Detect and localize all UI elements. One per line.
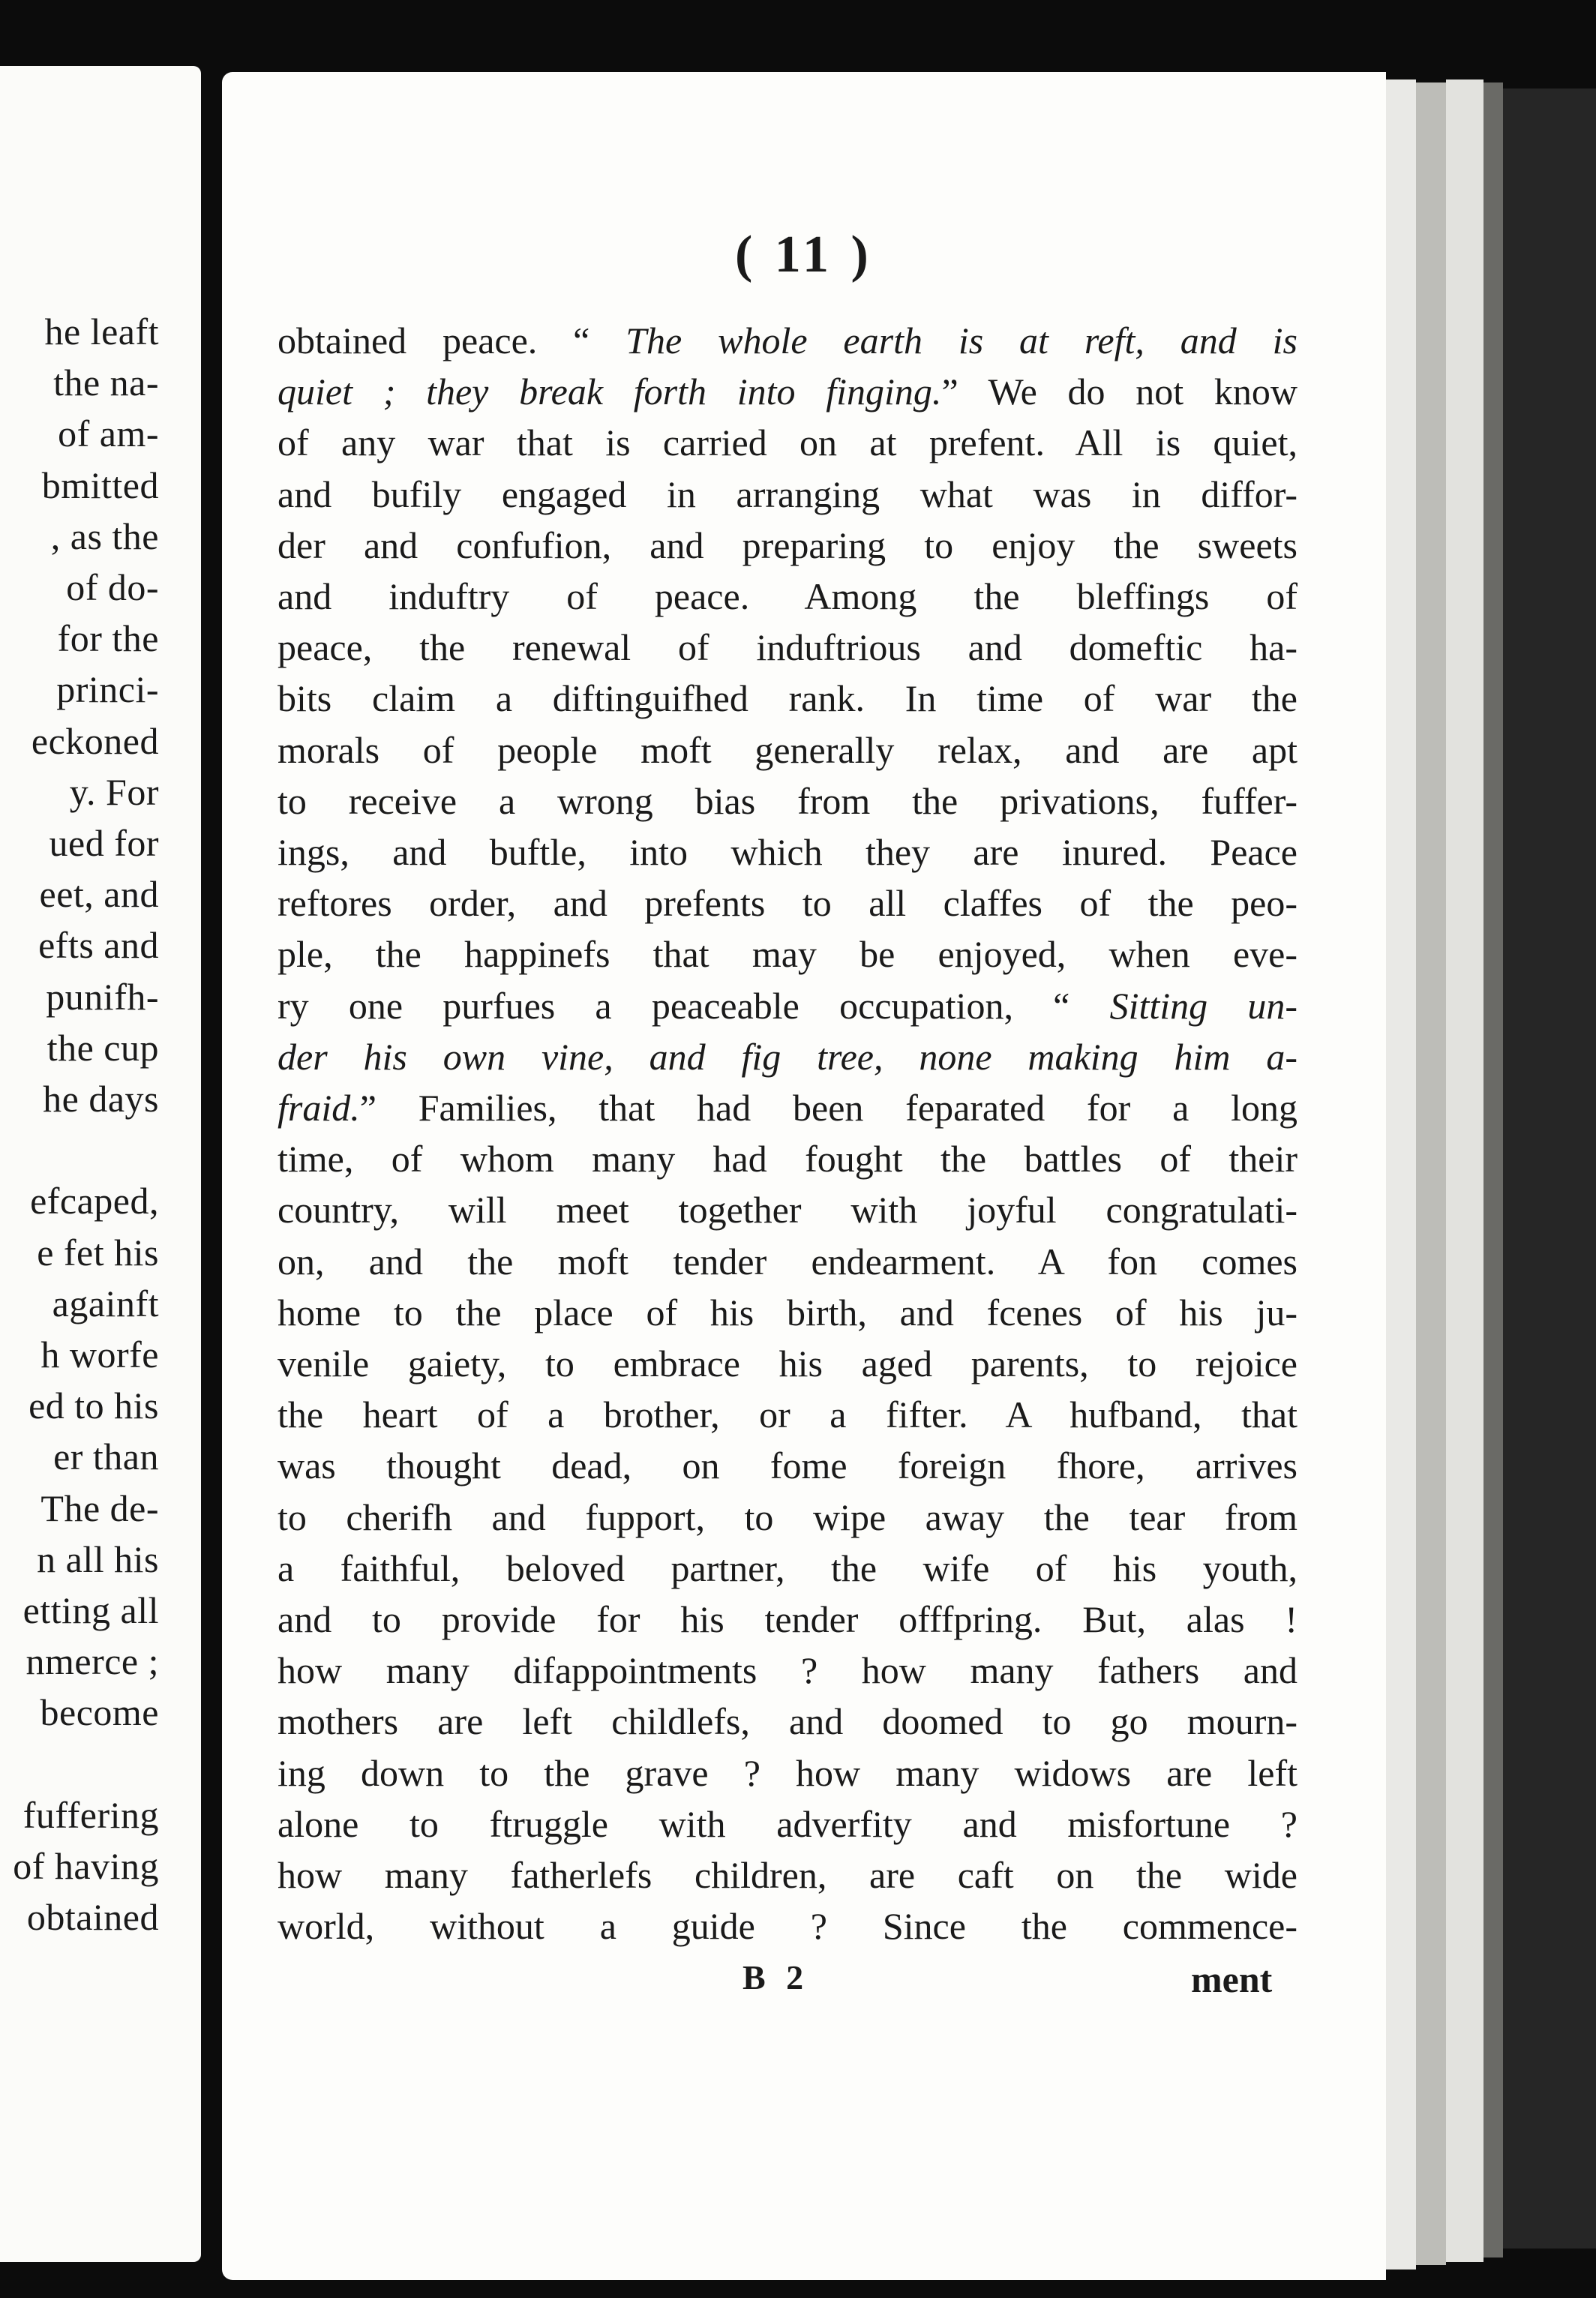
left-page-line: e fet his xyxy=(37,1231,159,1274)
text-run: country, will meet together with joyful congratulati- xyxy=(278,1189,1298,1232)
text-run: reftores order, and prefents to all claffes of the peo- xyxy=(278,882,1298,925)
text-line xyxy=(278,776,1298,826)
left-page-line: obtained xyxy=(26,1896,159,1939)
left-page-line: the na- xyxy=(53,362,159,404)
text-run: peace, the renewal of induftrious and domeftic ha- xyxy=(278,626,1298,669)
left-page-line: he days xyxy=(43,1078,159,1120)
text-line xyxy=(278,1798,1298,1850)
left-page-line: The de- xyxy=(40,1486,159,1529)
text-line xyxy=(278,1184,1298,1235)
text-run: and to provide for his tender offfpring. But, alas ! xyxy=(278,1598,1298,1641)
text-line xyxy=(278,1594,1298,1645)
text-line xyxy=(278,1389,1298,1440)
text-run: home to the place of his birth, and fcenes of his ju- xyxy=(278,1291,1298,1334)
catchword: ment xyxy=(1191,1958,1273,2000)
text-line xyxy=(278,1543,1298,1594)
text-run: of any war that is carried on at prefent. All is quiet, xyxy=(278,422,1298,464)
left-page-line: of am- xyxy=(58,412,159,455)
text-line xyxy=(278,928,1298,980)
italic-quote: Sitting un- xyxy=(1109,984,1298,1027)
left-page-line: punifh- xyxy=(46,975,159,1018)
text-run: ple, the happinefs that may be enjoyed, when eve- xyxy=(278,933,1298,976)
signature-mark: B 2 xyxy=(742,1958,810,1996)
left-page xyxy=(0,66,201,2262)
left-page-line: become xyxy=(40,1691,159,1734)
left-page-line: he leaft xyxy=(44,310,159,352)
text-run: to receive a wrong bias from the privations, fuffer- xyxy=(278,779,1298,822)
left-page-line: againft xyxy=(52,1282,159,1324)
text-run: world, without a guide ? Since the commence- xyxy=(278,1905,1298,1948)
left-page-line: princi- xyxy=(56,668,159,711)
left-page-line: ued for xyxy=(49,822,159,864)
left-page-line: nmerce ; xyxy=(26,1640,159,1683)
text-line xyxy=(278,1900,1298,1952)
text-line xyxy=(278,622,1298,673)
text-run: ry one purfues a peaceable occupation, “ xyxy=(278,984,1110,1027)
text-line xyxy=(278,980,1298,1031)
text-line xyxy=(278,1696,1298,1747)
left-page-line: er than xyxy=(53,1436,159,1478)
text-run: ” Families, that had been feparated for a long xyxy=(359,1087,1298,1130)
left-page-line: efcaped, xyxy=(30,1180,159,1222)
text-run: alone to ftruggle with adverfity and misfortune ? xyxy=(278,1802,1298,1845)
text-run: mothers are left childlefs, and doomed to go mourn- xyxy=(278,1700,1298,1743)
text-line xyxy=(278,1645,1298,1696)
text-line xyxy=(278,1440,1298,1491)
left-page-line: bmitted xyxy=(41,464,159,506)
text-run: bits claim a diftinguifhed rank. In time of war the xyxy=(278,677,1298,720)
text-line xyxy=(278,469,1298,520)
text-run: a faithful, beloved partner, the wife of his youth, xyxy=(278,1546,1298,1589)
text-line xyxy=(278,878,1298,928)
page-number: ( 11 ) xyxy=(735,226,873,284)
text-line xyxy=(278,1082,1298,1133)
text-line xyxy=(278,1031,1298,1082)
page-edge xyxy=(1416,82,1446,2265)
left-page-line: of having xyxy=(13,1845,159,1887)
body-text xyxy=(278,315,1298,1952)
left-page-line: the cup xyxy=(46,1026,159,1069)
left-page-line: for the xyxy=(57,617,159,660)
text-line xyxy=(278,1236,1298,1287)
left-page-line: eet, and xyxy=(39,873,159,916)
italic-quote: quiet ; they break forth into finging. xyxy=(278,370,942,413)
text-run: how many difappointments ? how many fathers and xyxy=(278,1649,1298,1692)
left-page-line: fuffering xyxy=(22,1793,159,1836)
text-run: ” We do not know xyxy=(941,370,1298,413)
text-run: ing down to the grave ? how many widows are left xyxy=(278,1751,1298,1794)
book-cover-edge xyxy=(1503,88,1596,2248)
text-line xyxy=(278,417,1298,468)
text-line xyxy=(278,520,1298,571)
left-page-line: etting all xyxy=(22,1589,159,1631)
left-page-line: n all his xyxy=(37,1538,159,1580)
text-run: der and confufion, and preparing to enjoy the sweets xyxy=(278,524,1298,566)
text-run: on, and the moft tender endearment. A fon comes xyxy=(278,1240,1298,1282)
left-page-line: efts and xyxy=(38,924,159,967)
left-page-line: , as the xyxy=(50,514,159,557)
text-line xyxy=(278,1287,1298,1338)
text-line xyxy=(278,315,1298,366)
page-edge xyxy=(1446,80,1484,2262)
text-line xyxy=(278,724,1298,776)
left-page-line: eckoned xyxy=(31,719,159,762)
text-line xyxy=(278,1338,1298,1389)
text-run: time, of whom many had fought the battles of their xyxy=(278,1138,1298,1180)
left-page-line: y. For xyxy=(69,770,159,813)
text-run: venile gaiety, to embrace his aged parents, to rejoice xyxy=(278,1342,1298,1385)
text-line xyxy=(278,1492,1298,1543)
text-run: to cherifh and fupport, to wipe away the tear from xyxy=(278,1496,1298,1538)
text-line xyxy=(278,1133,1298,1184)
italic-quote: der his own vine, and fig tree, none making him a- xyxy=(278,1035,1298,1078)
text-line xyxy=(278,1850,1298,1900)
text-run: obtained peace. “ xyxy=(278,320,626,362)
left-page-line: ed to his xyxy=(28,1384,159,1427)
text-run: ings, and buftle, into which they are inured. Peace xyxy=(278,831,1298,874)
text-line xyxy=(278,826,1298,878)
italic-quote: fraid. xyxy=(278,1087,360,1130)
text-run: the heart of a brother, or a fifter. A hufband, that xyxy=(278,1394,1298,1436)
text-run: and bufily engaged in arranging what was in diffor- xyxy=(278,472,1298,515)
italic-quote: The whole earth is at reft, and is xyxy=(626,320,1298,362)
text-line xyxy=(278,366,1298,417)
text-line xyxy=(278,673,1298,724)
text-run: morals of people moft generally relax, and are apt xyxy=(278,728,1298,771)
text-run: was thought dead, on fome foreign fhore, arrives xyxy=(278,1444,1298,1487)
text-line xyxy=(278,571,1298,622)
left-page-line: h worfe xyxy=(40,1334,159,1376)
left-page-line: of do- xyxy=(66,566,159,608)
text-run: and induftry of peace. Among the bleffings of xyxy=(278,575,1298,618)
page-edge xyxy=(1484,82,1503,2258)
text-run: how many fatherlefs children, are caft on the wide xyxy=(278,1854,1298,1897)
text-line xyxy=(278,1748,1298,1798)
